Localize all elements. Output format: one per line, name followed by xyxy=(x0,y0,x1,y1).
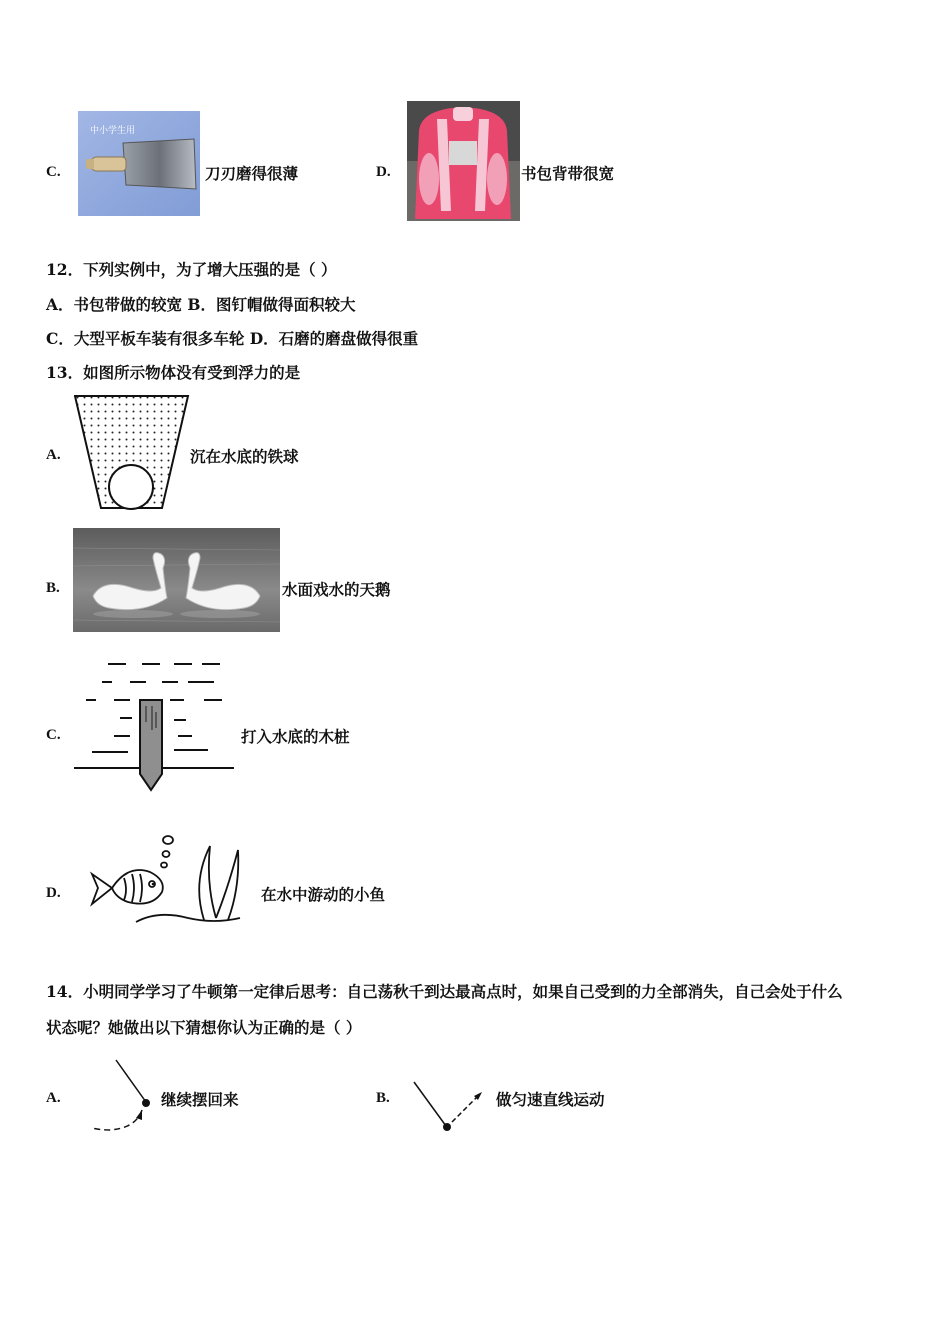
iron-ball-diagram xyxy=(74,394,190,512)
q12-row1: A．书包带做的较宽 B．图钉帽做得面积较大 xyxy=(46,295,356,314)
q13-option-c-text: 打入水底的木桩 xyxy=(241,727,350,746)
knife-caption: 中小学生用 xyxy=(90,126,136,136)
swans-image xyxy=(73,528,280,632)
q14-option-a-label: A. xyxy=(46,1090,61,1106)
straight-line-diagram xyxy=(412,1078,488,1136)
q13-option-b-label: B. xyxy=(46,580,60,596)
q13-stem: 13．如图所示物体没有受到浮力的是 xyxy=(46,363,301,382)
backpack-image xyxy=(407,101,520,221)
q13-option-d-text: 在水中游动的小鱼 xyxy=(261,885,386,904)
q12-row2: C．大型平板车装有很多车轮 D．石磨的磨盘做得很重 xyxy=(46,329,419,348)
option-c-label: C. xyxy=(46,164,61,180)
q14-option-b-label: B. xyxy=(376,1090,390,1106)
q12-stem: 12．下列实例中，为了增大压强的是（ ） xyxy=(46,260,337,279)
q13-option-a-text: 沉在水底的铁球 xyxy=(190,447,299,466)
option-d-label: D. xyxy=(376,164,391,180)
knife-image xyxy=(78,111,200,216)
q14-option-a-text: 继续摆回来 xyxy=(161,1090,239,1109)
wooden-pile-diagram xyxy=(74,658,236,792)
q14-option-b-text: 做匀速直线运动 xyxy=(496,1090,605,1109)
q13-option-b-text: 水面戏水的天鹅 xyxy=(282,580,391,599)
option-c-text: 刀刃磨得很薄 xyxy=(205,164,299,183)
q13-option-c-label: C. xyxy=(46,727,61,743)
fish-diagram xyxy=(88,832,246,926)
q14-stem-line1: 14．小明同学学习了牛顿第一定律后思考：自己荡秋千到达最高点时，如果自己受到的力全部消失，自己会处于什么 xyxy=(46,982,843,1001)
option-d-text: 书包背带很宽 xyxy=(521,164,615,183)
q14-stem-line2: 状态呢？她做出以下猜想你认为正确的是（ ） xyxy=(46,1018,362,1037)
swing-back-diagram xyxy=(90,1058,156,1136)
q13-option-a-label: A. xyxy=(46,447,61,463)
q13-option-d-label: D. xyxy=(46,885,61,901)
